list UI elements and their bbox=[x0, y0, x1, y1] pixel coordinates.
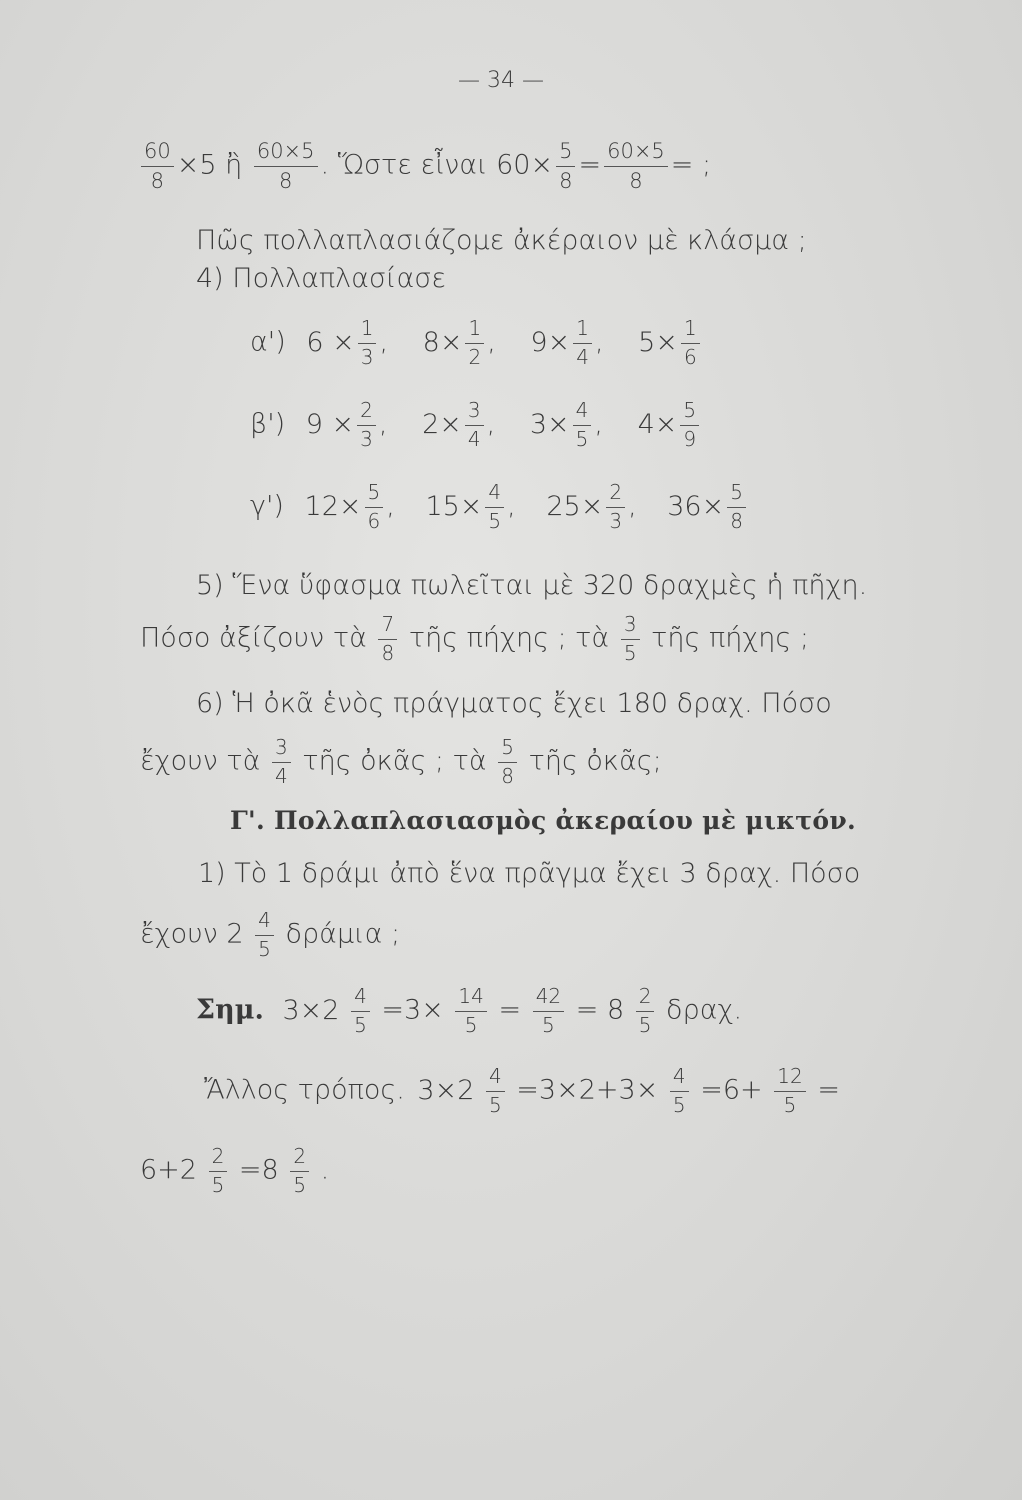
fraction: $\frac{5}{6}$ bbox=[365, 482, 384, 532]
fraction: $\frac{1}{4}$ bbox=[573, 318, 592, 368]
exercise-1-line-1: 1) Τὸ 1 δράμι ἀπὸ ἕνα πρᾶγμα ἔχει 3 δραχ. Πόσο bbox=[198, 858, 861, 889]
fraction: $\frac{12}{5}$ bbox=[774, 1066, 805, 1116]
fraction: $\frac{3}{4}$ bbox=[272, 737, 291, 787]
fraction: $\frac{42}{5}$ bbox=[533, 986, 564, 1036]
fraction: $\frac{3}{5}$ bbox=[621, 614, 640, 664]
section-heading: Γ'. Πολλαπλασιασμὸς ἀκεραίου μὲ μικτόν. bbox=[230, 806, 856, 835]
fraction: $\frac{2}{5}$ bbox=[209, 1146, 228, 1196]
fraction: $\frac{60}{8}$ bbox=[141, 140, 174, 192]
fraction: $\frac{60\times 5}{8}$ bbox=[604, 140, 668, 192]
fraction: $\frac{2}{3}$ bbox=[606, 482, 625, 532]
fraction: $\frac{4}{5}$ bbox=[485, 482, 504, 532]
fraction: $\frac{5}{8}$ bbox=[498, 737, 517, 787]
alternative-method-line: Ἄλλος τρόπος. 3×2 $\frac{4}{5}$ =3×2+3× $\frac{4}{5}$ =6+ $\frac{12}{5}$ = bbox=[204, 1064, 840, 1117]
fraction: $\frac{5}{8}$ bbox=[556, 140, 575, 192]
fraction: $\frac{3}{4}$ bbox=[465, 400, 484, 450]
fraction: $\frac{4}{5}$ bbox=[670, 1066, 689, 1116]
question-line: Πῶς πολλαπλασιάζομε ἀκέραιον μὲ κλάσμα ; bbox=[196, 225, 807, 256]
fraction: $\frac{4}{5}$ bbox=[486, 1066, 505, 1116]
fraction: $\frac{1}{3}$ bbox=[358, 318, 377, 368]
fraction: $\frac{4}{5}$ bbox=[351, 986, 370, 1036]
note-line: Σημ. 3×2 $\frac{4}{5}$ =3× $\frac{14}{5}$ = $\frac{42}{5}$ = 8 $\frac{2}{5}$ δραχ. bbox=[196, 984, 743, 1037]
fraction: $\frac{60\times 5}{8}$ bbox=[254, 140, 318, 192]
exercise-4-label: 4) Πολλαπλασίασε bbox=[196, 263, 446, 294]
exercise-4a-row: α') 6 × $\frac{1}{3}$ , 8× $\frac{1}{2}$ , 9× $\frac{1}{4}$ , 5× $\frac{1}{6}$ bbox=[250, 318, 703, 368]
fraction: $\frac{1}{2}$ bbox=[465, 318, 484, 368]
fraction: $\frac{1}{6}$ bbox=[681, 318, 700, 368]
fraction: $\frac{7}{8}$ bbox=[378, 614, 397, 664]
fraction: $\frac{5}{8}$ bbox=[727, 482, 746, 532]
exercise-5-line-1: 5) Ἕνα ὕφασμα πωλεῖται μὲ 320 δραχμὲς ἡ πῆχη. bbox=[196, 570, 868, 601]
fraction: $\frac{14}{5}$ bbox=[455, 986, 486, 1036]
fraction: $\frac{4}{5}$ bbox=[255, 910, 274, 960]
fraction: $\frac{5}{9}$ bbox=[680, 400, 699, 450]
exercise-6-line-2: ἔχουν τὰ $\frac{3}{4}$ τῆς ὀκᾶς ; τὰ $\frac{5}{8}$ τῆς ὀκᾶς; bbox=[140, 735, 662, 788]
fraction: $\frac{4}{5}$ bbox=[573, 400, 592, 450]
exercise-5-line-2: Πόσο ἀξίζουν τὰ $\frac{7}{8}$ τῆς πήχης ; τὰ $\frac{3}{5}$ τῆς πήχης ; bbox=[140, 612, 809, 665]
intro-equation: $\frac{60}{8}$ ×5 ἢ $\frac{60\times 5}{8}$ . Ὥστε εἶναι 60× $\frac{5}{8}$ = $\frac{60\times 5}{8}$ = ; bbox=[138, 140, 711, 192]
fraction: $\frac{2}{5}$ bbox=[290, 1146, 309, 1196]
exercise-6-line-1: 6) Ἡ ὀκᾶ ἑνὸς πράγματος ἔχει 180 δραχ. Πόσο bbox=[196, 688, 832, 719]
exercise-1-line-2: ἔχουν 2 $\frac{4}{5}$ δράμια ; bbox=[140, 908, 401, 961]
page-number: — 34 — bbox=[458, 68, 544, 93]
fraction: $\frac{2}{3}$ bbox=[357, 400, 376, 450]
exercise-4c-row: γ') 12× $\frac{5}{6}$ , 15× $\frac{4}{5}$ , 25× $\frac{2}{3}$ , 36× $\frac{5}{8}$ bbox=[250, 482, 749, 532]
fraction: $\frac{2}{5}$ bbox=[636, 986, 655, 1036]
exercise-4b-row: β') 9 × $\frac{2}{3}$ , 2× $\frac{3}{4}$ , 3× $\frac{4}{5}$ , 4× $\frac{5}{9}$ bbox=[250, 400, 702, 450]
alternative-method-result: 6+2 $\frac{2}{5}$ =8 $\frac{2}{5}$ . bbox=[140, 1144, 330, 1197]
